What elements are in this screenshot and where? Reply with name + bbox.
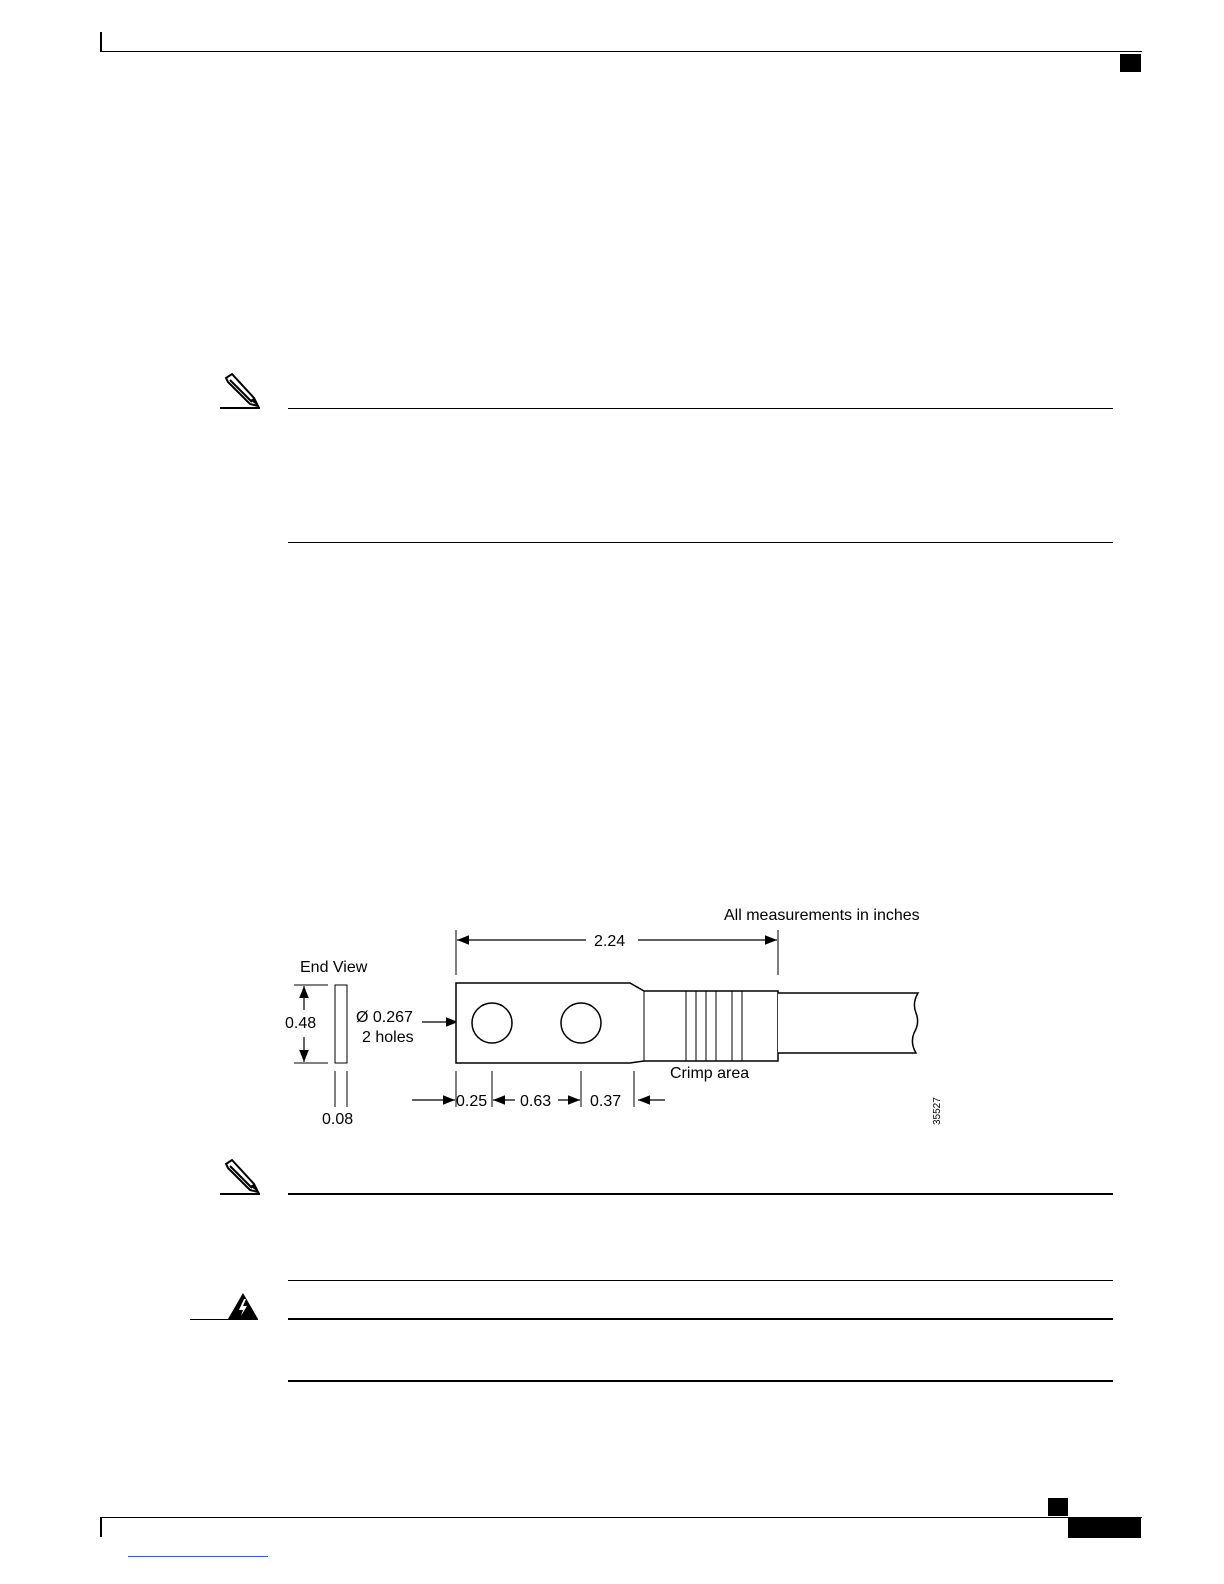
dim-c-label: 0.37 [590, 1093, 622, 1110]
note-pencil-icon-2 [220, 1158, 260, 1196]
dim-a-label: 0.25 [456, 1093, 488, 1110]
length-label: 2.24 [594, 933, 626, 950]
measurement-note: All measurements in inches [724, 907, 920, 924]
note2-top-rule [288, 1193, 1113, 1195]
footer-link-underline[interactable] [128, 1556, 268, 1557]
header-corner-block [1120, 54, 1141, 72]
header-left-bar [100, 32, 102, 52]
thickness-label: 0.08 [322, 1111, 354, 1128]
footer-rule [100, 1517, 1142, 1518]
crimp-area-label: Crimp area [670, 1065, 750, 1082]
note-pencil-icon [220, 372, 260, 410]
lug-hole-1 [472, 1003, 512, 1043]
footer-page-tab [1068, 1518, 1141, 1538]
lug-hole-2 [561, 1003, 601, 1043]
note2-bottom-rule [288, 1280, 1113, 1281]
footer-marker-block [1048, 1498, 1068, 1516]
end-view-shape [335, 985, 347, 1063]
note-top-rule [288, 408, 1113, 409]
hole-count-label: 2 holes [362, 1029, 414, 1046]
footer-left-bar [100, 1517, 102, 1537]
warning-left-rule [190, 1319, 258, 1320]
height-label: 0.48 [285, 1015, 317, 1032]
hole-diameter-label: Ø 0.267 [356, 1009, 413, 1026]
warning-top-rule [288, 1318, 1113, 1320]
end-view-label: End View [300, 959, 368, 976]
lug-dimension-figure [270, 895, 960, 1145]
warning-bottom-rule [288, 1380, 1113, 1382]
warning-icon [227, 1292, 259, 1320]
note-bottom-rule [288, 542, 1113, 543]
cable [778, 993, 918, 1053]
figure-id: 35527 [932, 1097, 943, 1125]
dim-b-label: 0.63 [520, 1093, 552, 1110]
header-rule [100, 51, 1142, 52]
